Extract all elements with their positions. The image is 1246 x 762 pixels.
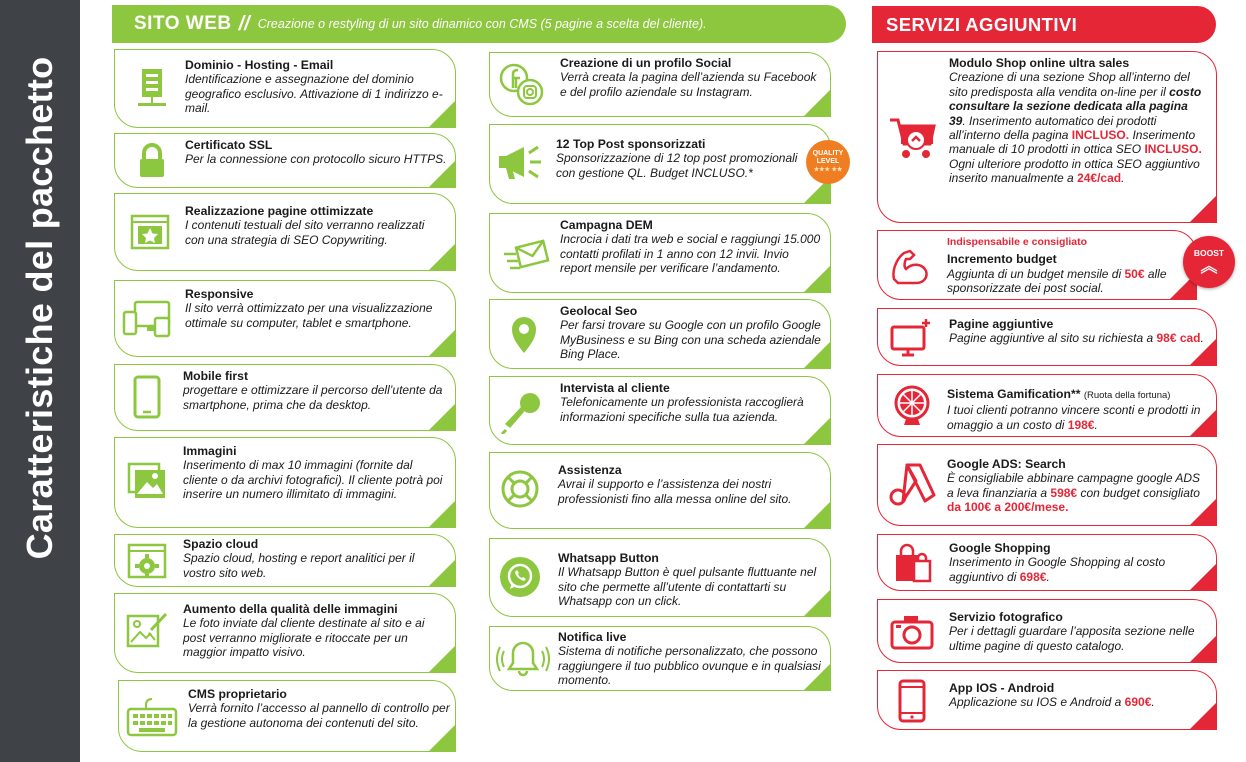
feature-card-social bbox=[489, 52, 831, 117]
feature-title: 12 Top Post sponsorizzati bbox=[556, 137, 706, 151]
location-pin-icon bbox=[502, 313, 546, 357]
feature-title: Notifica live bbox=[558, 630, 627, 644]
service-title: Google Shopping bbox=[949, 541, 1051, 555]
feature-desc: Sponsorizzazione di 12 top post promozionali con gestione QL. Budget INCLUSO.* bbox=[556, 151, 798, 180]
service-desc: È consigliabile abbinare campagne google ADS a leva finanziaria a 598€ con budget consigliato da 100€ a 200€/mese. bbox=[947, 471, 1201, 515]
feature-desc: Telefonicamente un professionista raccoglierà informazioni specifiche sulla tua azienda. bbox=[560, 395, 804, 424]
devices-icon bbox=[121, 298, 173, 342]
badge-stars: ★★★ ★★ bbox=[813, 167, 843, 173]
service-desc: I tuoi clienti potranno vincere sconti e prodotti in omaggio a un costo di 198€. bbox=[947, 403, 1201, 432]
feature-title: Aumento della qualità delle immagini bbox=[183, 602, 398, 616]
double-chevron-up-icon: ︽ bbox=[1200, 256, 1218, 276]
mobile-app-icon bbox=[890, 679, 934, 723]
feature-title: Geolocal Seo bbox=[560, 304, 638, 318]
service-desc: Per i dettagli guardare l’apposita sezione nelle ultime pagine di questo catalogo. bbox=[949, 624, 1195, 653]
mail-send-icon bbox=[502, 232, 550, 276]
service-pre-label: Indispensabile e consigliato bbox=[947, 236, 1088, 248]
lock-icon bbox=[130, 139, 174, 183]
feature-title: Assistenza bbox=[558, 463, 622, 477]
service-card-app bbox=[877, 670, 1217, 730]
shopping-cart-icon bbox=[886, 112, 938, 164]
feature-desc: Verrà creata la pagina dell’azienda su Facebook e del profilo aziendale su Instagram. bbox=[560, 70, 817, 99]
service-desc: Inserimento in Google Shopping al costo aggiuntivo di 698€. bbox=[949, 555, 1166, 584]
feature-desc: Il Whatsapp Button è quel pulsante fluttuante nel sito che permette all’utente di contattarti su Whatsapp con un click. bbox=[558, 565, 817, 609]
badge-line1: QUALITY bbox=[812, 150, 844, 157]
monitor-plus-icon bbox=[888, 317, 932, 361]
feature-desc: Incrocia i dati tra web e social e raggiungi 15.000 contatti profilati in 1 anno con 12 invii. Invio report mensile per verificare l’andamento. bbox=[560, 232, 821, 276]
keyboard-icon bbox=[125, 695, 179, 739]
feature-desc: progettare e ottimizzare il percorso dell’utente da smartphone, prima che da desktop. bbox=[183, 383, 443, 412]
sito-web-title: SITO WEB bbox=[134, 13, 232, 34]
service-title: Sistema Gamification** (Ruota della fortuna) bbox=[947, 387, 1171, 401]
feature-title: Mobile first bbox=[183, 369, 249, 383]
feature-card-pagine-ottimizzate bbox=[114, 193, 456, 271]
feature-title: Campagna DEM bbox=[560, 218, 653, 232]
feature-desc: I contenuti testuali del sito verranno realizzati con una strategia di SEO Copywriting. bbox=[185, 218, 425, 247]
feature-card-ssl bbox=[114, 133, 456, 188]
service-card-pagine bbox=[877, 308, 1217, 366]
service-card-google-ads bbox=[877, 444, 1217, 526]
shopping-bags-icon bbox=[890, 541, 934, 585]
feature-desc: Inserimento di max 10 immagini (fornite dal cliente o da archivi fotografici). Il cliente potrà poi inserire un numero illimitato di immagini. bbox=[183, 458, 443, 502]
sito-web-subtitle: Creazione o restyling di un sito dinamico con CMS (5 pagine a scelta del cliente). bbox=[257, 17, 707, 31]
feature-card-assistenza bbox=[489, 452, 831, 529]
feature-title: CMS proprietario bbox=[188, 687, 287, 701]
boost-badge bbox=[1183, 236, 1235, 288]
service-card-google-shopping bbox=[877, 534, 1217, 591]
bell-icon bbox=[496, 637, 550, 681]
quality-level-badge bbox=[806, 140, 850, 184]
sito-web-header bbox=[112, 5, 846, 43]
feature-card-dem bbox=[489, 213, 831, 293]
servizi-header bbox=[872, 6, 1216, 43]
service-title: Servizio fotografico bbox=[949, 610, 1063, 624]
feature-card-geolocal bbox=[489, 299, 831, 369]
service-desc: Creazione di una sezione Shop all’interno del sito predisposta alla vendita on-line per il costo consultare la sezione dedicata alla pagina 39. Inserimento automatico dei prodotti all’interno della pagina INCLUSO. Inserimento manuale di 10 prodotti in ottica SEO INCLUSO. Ogni ulteriore prodotto in ottica SEO aggiuntivo inserito manualmente a 24€/cad. bbox=[949, 70, 1202, 186]
feature-card-notifica bbox=[489, 626, 831, 691]
fortune-wheel-icon bbox=[890, 383, 934, 427]
cloud-settings-icon bbox=[125, 539, 169, 583]
feature-title: Dominio - Hosting - Email bbox=[185, 58, 334, 72]
feature-card-dominio bbox=[114, 49, 456, 128]
badge-line2: LEVEL bbox=[816, 158, 840, 165]
feature-title: Spazio cloud bbox=[183, 537, 259, 551]
feature-card-spazio-cloud bbox=[114, 534, 456, 587]
feature-card-qualita-immagini bbox=[114, 593, 456, 673]
feature-title: Whatsapp Button bbox=[558, 551, 659, 565]
boost-label: BOOST bbox=[1193, 247, 1225, 258]
feature-desc: Per farsi trovare su Google con un profilo Google MyBusiness e su Bing con una scheda aziendale Bing Place. bbox=[560, 318, 821, 362]
sidebar-title: Caratteristiche del pacchetto bbox=[19, 56, 60, 560]
feature-card-intervista bbox=[489, 376, 831, 445]
header-separator: // bbox=[238, 12, 250, 35]
microphone-icon bbox=[500, 390, 544, 434]
feature-card-responsive bbox=[114, 280, 456, 357]
servizi-title: SERVIZI AGGIUNTIVI bbox=[886, 13, 1078, 35]
service-desc: Aggiunta di un budget mensile di 50€ alle sponsorizzate dei post social. bbox=[947, 266, 1167, 296]
service-title: App IOS - Android bbox=[949, 681, 1055, 695]
feature-desc: Identificazione e assegnazione del dominio geografico esclusivo. Attivazione di 1 indirizzo e-mail. bbox=[185, 72, 443, 116]
social-icon bbox=[498, 62, 546, 106]
service-card-budget bbox=[877, 230, 1197, 300]
feature-card-mobile-first bbox=[114, 364, 456, 431]
image-edit-icon bbox=[125, 610, 169, 654]
service-desc: Pagine aggiuntive al sito su richiesta a 98€ cad. bbox=[949, 331, 1204, 346]
feature-card-top-post bbox=[489, 124, 831, 204]
sidebar bbox=[0, 0, 80, 762]
feature-desc: Sistema di notifiche personalizzato, che possono raggiungere il tuo pubblico ovunque e in qualsiasi momento. bbox=[558, 644, 821, 688]
service-title: Modulo Shop online ultra sales bbox=[949, 56, 1130, 70]
feature-desc: Spazio cloud, hosting e report analitici per il vostro sito web. bbox=[183, 551, 415, 580]
feature-desc: Le foto inviate dal cliente destinate al sito e ai post verranno migliorate e ritoccate per un maggior impatto visivo. bbox=[183, 616, 425, 660]
feature-title: Immagini bbox=[183, 444, 237, 458]
service-title: Incremento budget bbox=[947, 252, 1057, 267]
lifebuoy-icon bbox=[498, 467, 542, 511]
feature-desc: Per la connessione con protocollo sicuro HTTPS. bbox=[185, 152, 447, 167]
service-title: Google ADS: Search bbox=[947, 457, 1066, 471]
service-desc: Applicazione su IOS e Android a 690€. bbox=[949, 695, 1155, 710]
feature-desc: Verrà fornito l’accesso al pannello di controllo per la gestione autonoma dei contenuti del sito. bbox=[188, 701, 450, 730]
feature-desc: Il sito verrà ottimizzato per una visualizzazione ottimale su computer, tablet e smartphone. bbox=[185, 301, 433, 330]
google-ads-icon bbox=[888, 459, 938, 509]
feature-title: Intervista al cliente bbox=[560, 381, 670, 395]
feature-card-cms bbox=[118, 680, 456, 752]
megaphone-icon bbox=[496, 141, 546, 185]
feature-desc: Avrai il supporto e l’assistenza dei nostri professionisti fino alla messa online del sito. bbox=[558, 477, 792, 506]
service-card-gamification bbox=[877, 374, 1217, 437]
whatsapp-icon bbox=[498, 555, 542, 599]
camera-icon bbox=[888, 610, 936, 654]
feature-title: Creazione di un profilo Social bbox=[560, 56, 732, 70]
star-page-icon bbox=[128, 210, 172, 254]
images-icon bbox=[125, 460, 169, 504]
server-icon bbox=[130, 66, 174, 110]
feature-title: Realizzazione pagine ottimizzate bbox=[185, 204, 374, 218]
flexed-arm-icon bbox=[888, 245, 932, 289]
feature-card-immagini bbox=[114, 437, 456, 528]
feature-title: Responsive bbox=[185, 287, 254, 301]
service-card-shop bbox=[877, 51, 1217, 223]
service-card-foto bbox=[877, 599, 1217, 663]
service-title: Pagine aggiuntive bbox=[949, 317, 1054, 331]
feature-title: Certificato SSL bbox=[185, 138, 273, 152]
smartphone-icon bbox=[125, 375, 169, 419]
feature-card-whatsapp bbox=[489, 538, 831, 617]
